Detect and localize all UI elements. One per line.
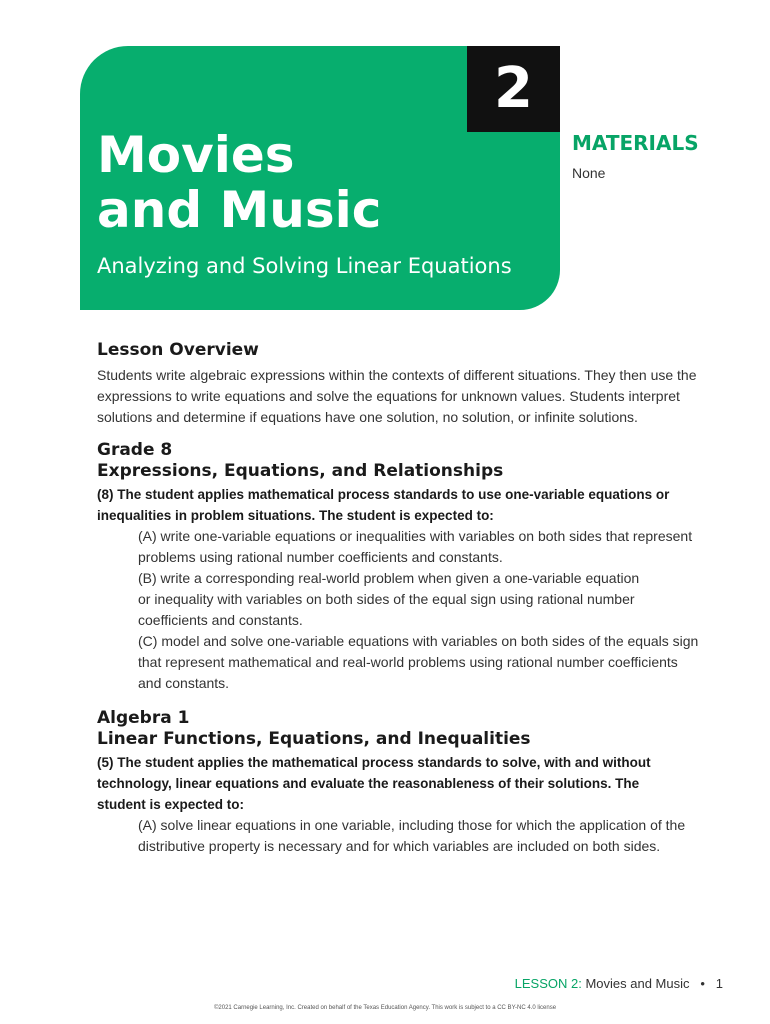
overview-line: expressions to write equations and solve the equations for unknown values. Students interpret xyxy=(97,388,680,404)
grade8-standard-line: inequalities in problem situations. The student is expected to: xyxy=(97,508,494,523)
algebra1-heading-line: Algebra 1 xyxy=(97,708,190,728)
expectation-line: problems using rational number coefficients and constants. xyxy=(138,549,503,565)
grade8-standard-line: (8) The student applies mathematical process standards to use one-variable equations or xyxy=(97,487,670,502)
algebra1-heading-line: Linear Functions, Equations, and Inequalities xyxy=(97,729,531,749)
expectation-line: that represent mathematical and real-world problems using rational number coefficients xyxy=(138,654,678,670)
expectation-line: (B) write a corresponding real-world problem when given a one-variable equation xyxy=(138,570,640,586)
footer-lesson-label: LESSON 2: xyxy=(514,976,582,991)
materials-heading: MATERIALS xyxy=(572,131,699,155)
footer-separator: • xyxy=(700,976,705,991)
materials-value: None xyxy=(572,165,606,181)
algebra1-standard xyxy=(97,752,727,815)
expectation-line: distributive property is necessary and for which variables are included on both sides. xyxy=(138,838,661,854)
algebra1-expectation-a xyxy=(138,815,727,857)
grade8-expectations xyxy=(97,526,727,694)
footer-lesson-title: Movies and Music xyxy=(585,976,690,991)
algebra1-standard-line: student is expected to: xyxy=(97,797,245,812)
lesson-content xyxy=(97,340,727,857)
expectation-line: and constants. xyxy=(138,675,230,691)
lesson-title xyxy=(97,128,457,238)
grade8-expectation-b xyxy=(138,568,727,631)
expectation-line: coefficients and constants. xyxy=(138,612,303,628)
algebra1-expectations xyxy=(97,815,727,857)
lesson-title-line: and Music xyxy=(97,181,382,239)
grade8-expectation-c xyxy=(138,631,727,694)
expectation-line: (C) model and solve one-variable equations with variables on both sides of the equals sign xyxy=(138,633,699,649)
expectation-line: (A) solve linear equations in one variable, including those for which the application of the xyxy=(138,817,686,833)
overview-text xyxy=(97,365,727,428)
expectation-line: (A) write one-variable equations or inequalities with variables on both sides that represent xyxy=(138,528,693,544)
grade8-heading xyxy=(97,440,727,482)
lesson-number-badge: 2 xyxy=(467,46,560,132)
algebra1-standard-line: technology, linear equations and evaluate the reasonableness of their solutions. The xyxy=(97,776,640,791)
overview-heading-text: Lesson Overview xyxy=(97,340,259,360)
overview-line: solutions and determine if equations have one solution, no solution, or infinite solutions. xyxy=(97,409,638,425)
grade8-standard xyxy=(97,484,727,526)
expectation-line: or inequality with variables on both sides of the equal sign using rational number xyxy=(138,591,635,607)
overview-heading xyxy=(97,340,727,361)
grade8-heading-line: Expressions, Equations, and Relationships xyxy=(97,461,504,481)
page-number: 1 xyxy=(715,976,723,991)
copyright-notice: ©2021 Carnegie Learning, Inc. Created on behalf of the Texas Education Agency. This work is subject to a CC BY-NC 4.0 license xyxy=(213,1005,557,1011)
grade8-heading-line: Grade 8 xyxy=(97,440,173,460)
lesson-subtitle: Analyzing and Solving Linear Equations xyxy=(97,254,512,278)
grade8-expectation-a xyxy=(138,526,727,568)
overview-line: Students write algebraic expressions within the contexts of different situations. They then use the xyxy=(97,367,697,383)
page-footer xyxy=(515,975,723,993)
lesson-title-line: Movies xyxy=(97,126,295,184)
algebra1-standard-line: (5) The student applies the mathematical process standards to solve, with and without xyxy=(97,755,651,770)
algebra1-heading xyxy=(97,708,727,750)
